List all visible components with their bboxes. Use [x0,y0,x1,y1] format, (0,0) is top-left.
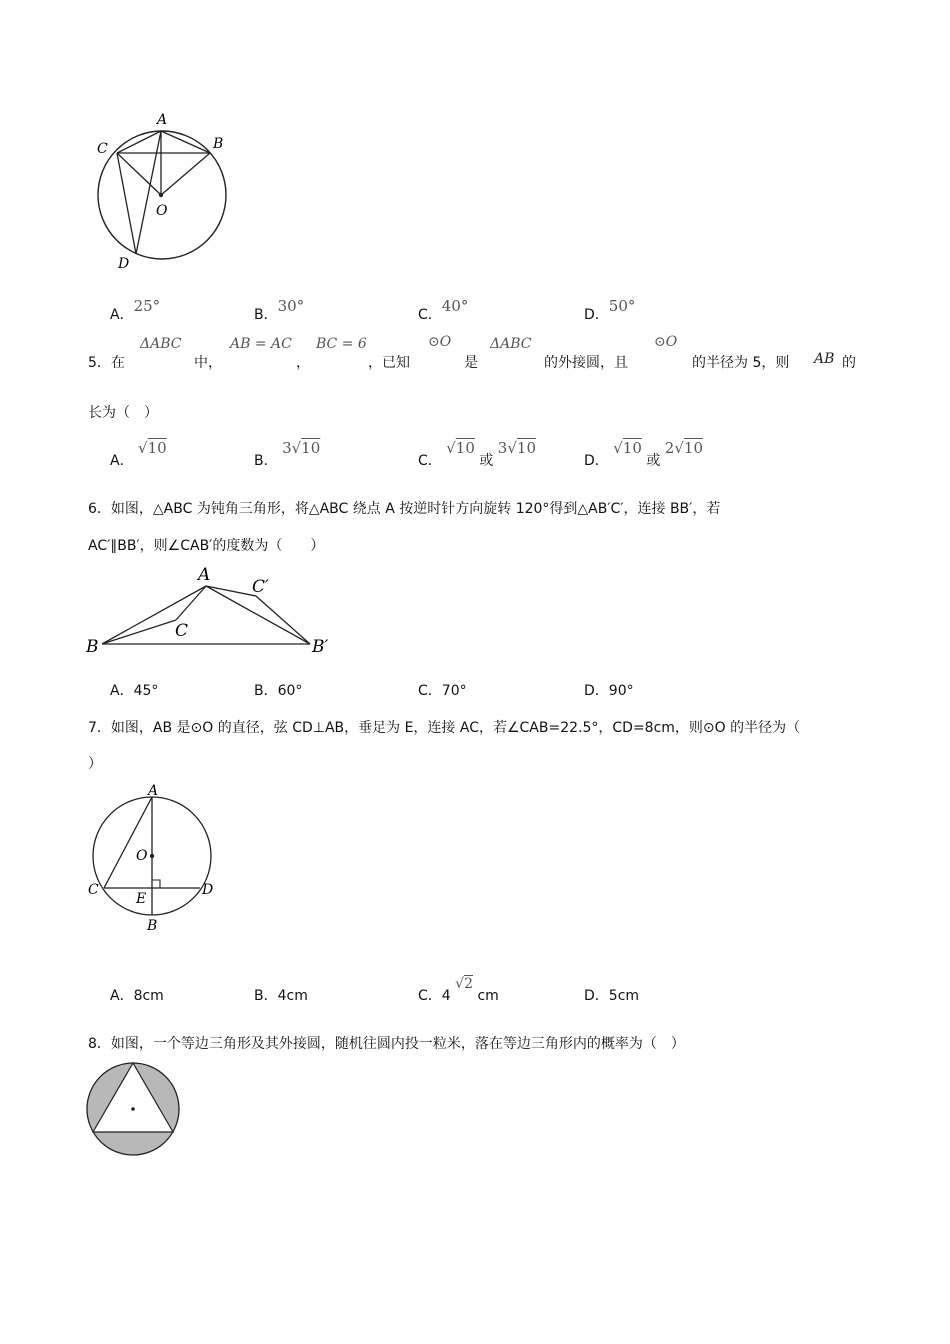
q4-option-c[interactable]: C．40° [418,297,469,323]
q6-label-b-prime: B′ [312,637,329,657]
q7-circle-figure [82,780,232,940]
q4-label-c: C [97,141,108,157]
q8-line1: 8．如图，一个等边三角形及其外接圆，随机往圆内投一粒米，落在等边三角形内的概率为（ ） [88,1036,685,1052]
q6-option-d[interactable]: D．90° [584,683,634,699]
q7-label-a: A [148,783,159,799]
sqrt-icon: √ [674,439,684,457]
q5-text-yizhi: ，已知 [368,355,410,371]
q5-text-shi: 是 [464,355,478,371]
q4-option-a[interactable]: A．25° [110,297,161,323]
q7-line1: 7．如图，AB 是⊙O 的直径，弦 CD⊥AB，垂足为 E，连接 AC，若∠CAB=22.5°，CD=8cm，则⊙O 的半径为（ [88,720,801,736]
q5-triangle-abc-2: ΔABC [490,336,532,352]
q6-option-c[interactable]: C．70° [418,683,467,699]
q5-option-b[interactable]: B． 3√10 [254,439,321,469]
q5-line2: 长为（ ） [88,405,158,421]
sqrt-icon: √ [291,439,302,457]
q5-triangle-abc: ΔABC [140,336,182,352]
q5-number: 5．在 [88,355,125,371]
q5-ab-eq-ac: AB = AC [230,336,292,352]
q5-option-d[interactable]: D． √10 或 2√10 [584,439,703,469]
q5-option-c[interactable]: C． √10 或 3√10 [418,439,536,469]
q7-option-d[interactable]: D．5cm [584,988,640,1004]
q8-triangle-circle-figure [84,1060,184,1160]
sqrt-icon: √ [446,439,456,457]
q5-option-a[interactable]: A． √10 [110,439,167,469]
sqrt-icon: √ [613,439,623,457]
q7-line2: ） [88,756,102,772]
q7-label-c: C [88,882,99,898]
q7-label-e: E [136,891,147,907]
q4-option-b[interactable]: B．30° [254,297,305,323]
q7-option-b[interactable]: B．4cm [254,988,308,1004]
q5-comma: ， [296,355,310,371]
sqrt-icon: √ [455,976,465,992]
q6-option-b[interactable]: B．60° [254,683,303,699]
q7-label-b: B [147,918,158,934]
q5-bc-eq-6: BC = 6 [316,336,367,352]
q4-label-d: D [118,256,130,272]
q6-label-c-prime: C′ [252,577,269,597]
sqrt-icon: √ [507,439,517,457]
q6-label-b: B [86,637,99,657]
sqrt-icon: √10 [138,439,167,457]
q4-option-d[interactable]: D．50° [584,297,636,323]
q7-label-o: O [136,848,148,864]
q7-option-c[interactable]: C．4 √2 cm [418,976,499,1004]
q5-text-zhong: 中， [194,355,222,371]
q7-label-d: D [202,882,214,898]
q5-text-de: 的 [842,355,856,371]
q4-circle-figure [85,108,245,278]
q6-line2: AC′∥BB′，则∠CAB′的度数为（ ） [88,538,325,554]
q4-label-a: A [157,112,168,128]
q5-ab: AB [814,351,835,367]
q6-label-c: C [175,621,189,641]
q5-circle-o-1: ⊙O [428,334,452,350]
q5-text-banjing: 的半径为 5，则 [692,355,790,371]
q6-line1: 6．如图，△ABC 为钝角三角形，将△ABC 绕点 A 按逆时针方向旋转 120°得到△AB′C′，连接 BB′，若 [88,501,721,517]
q5-text-waijie: 的外接圆，且 [544,355,628,371]
q6-option-a[interactable]: A．45° [110,683,159,699]
q5-circle-o-2: ⊙O [654,334,678,350]
q6-label-a: A [198,565,211,585]
q6-rotation-figure [82,562,342,662]
q7-option-a[interactable]: A．8cm [110,988,164,1004]
q4-label-b: B [213,136,224,152]
q4-label-o: O [156,203,168,219]
